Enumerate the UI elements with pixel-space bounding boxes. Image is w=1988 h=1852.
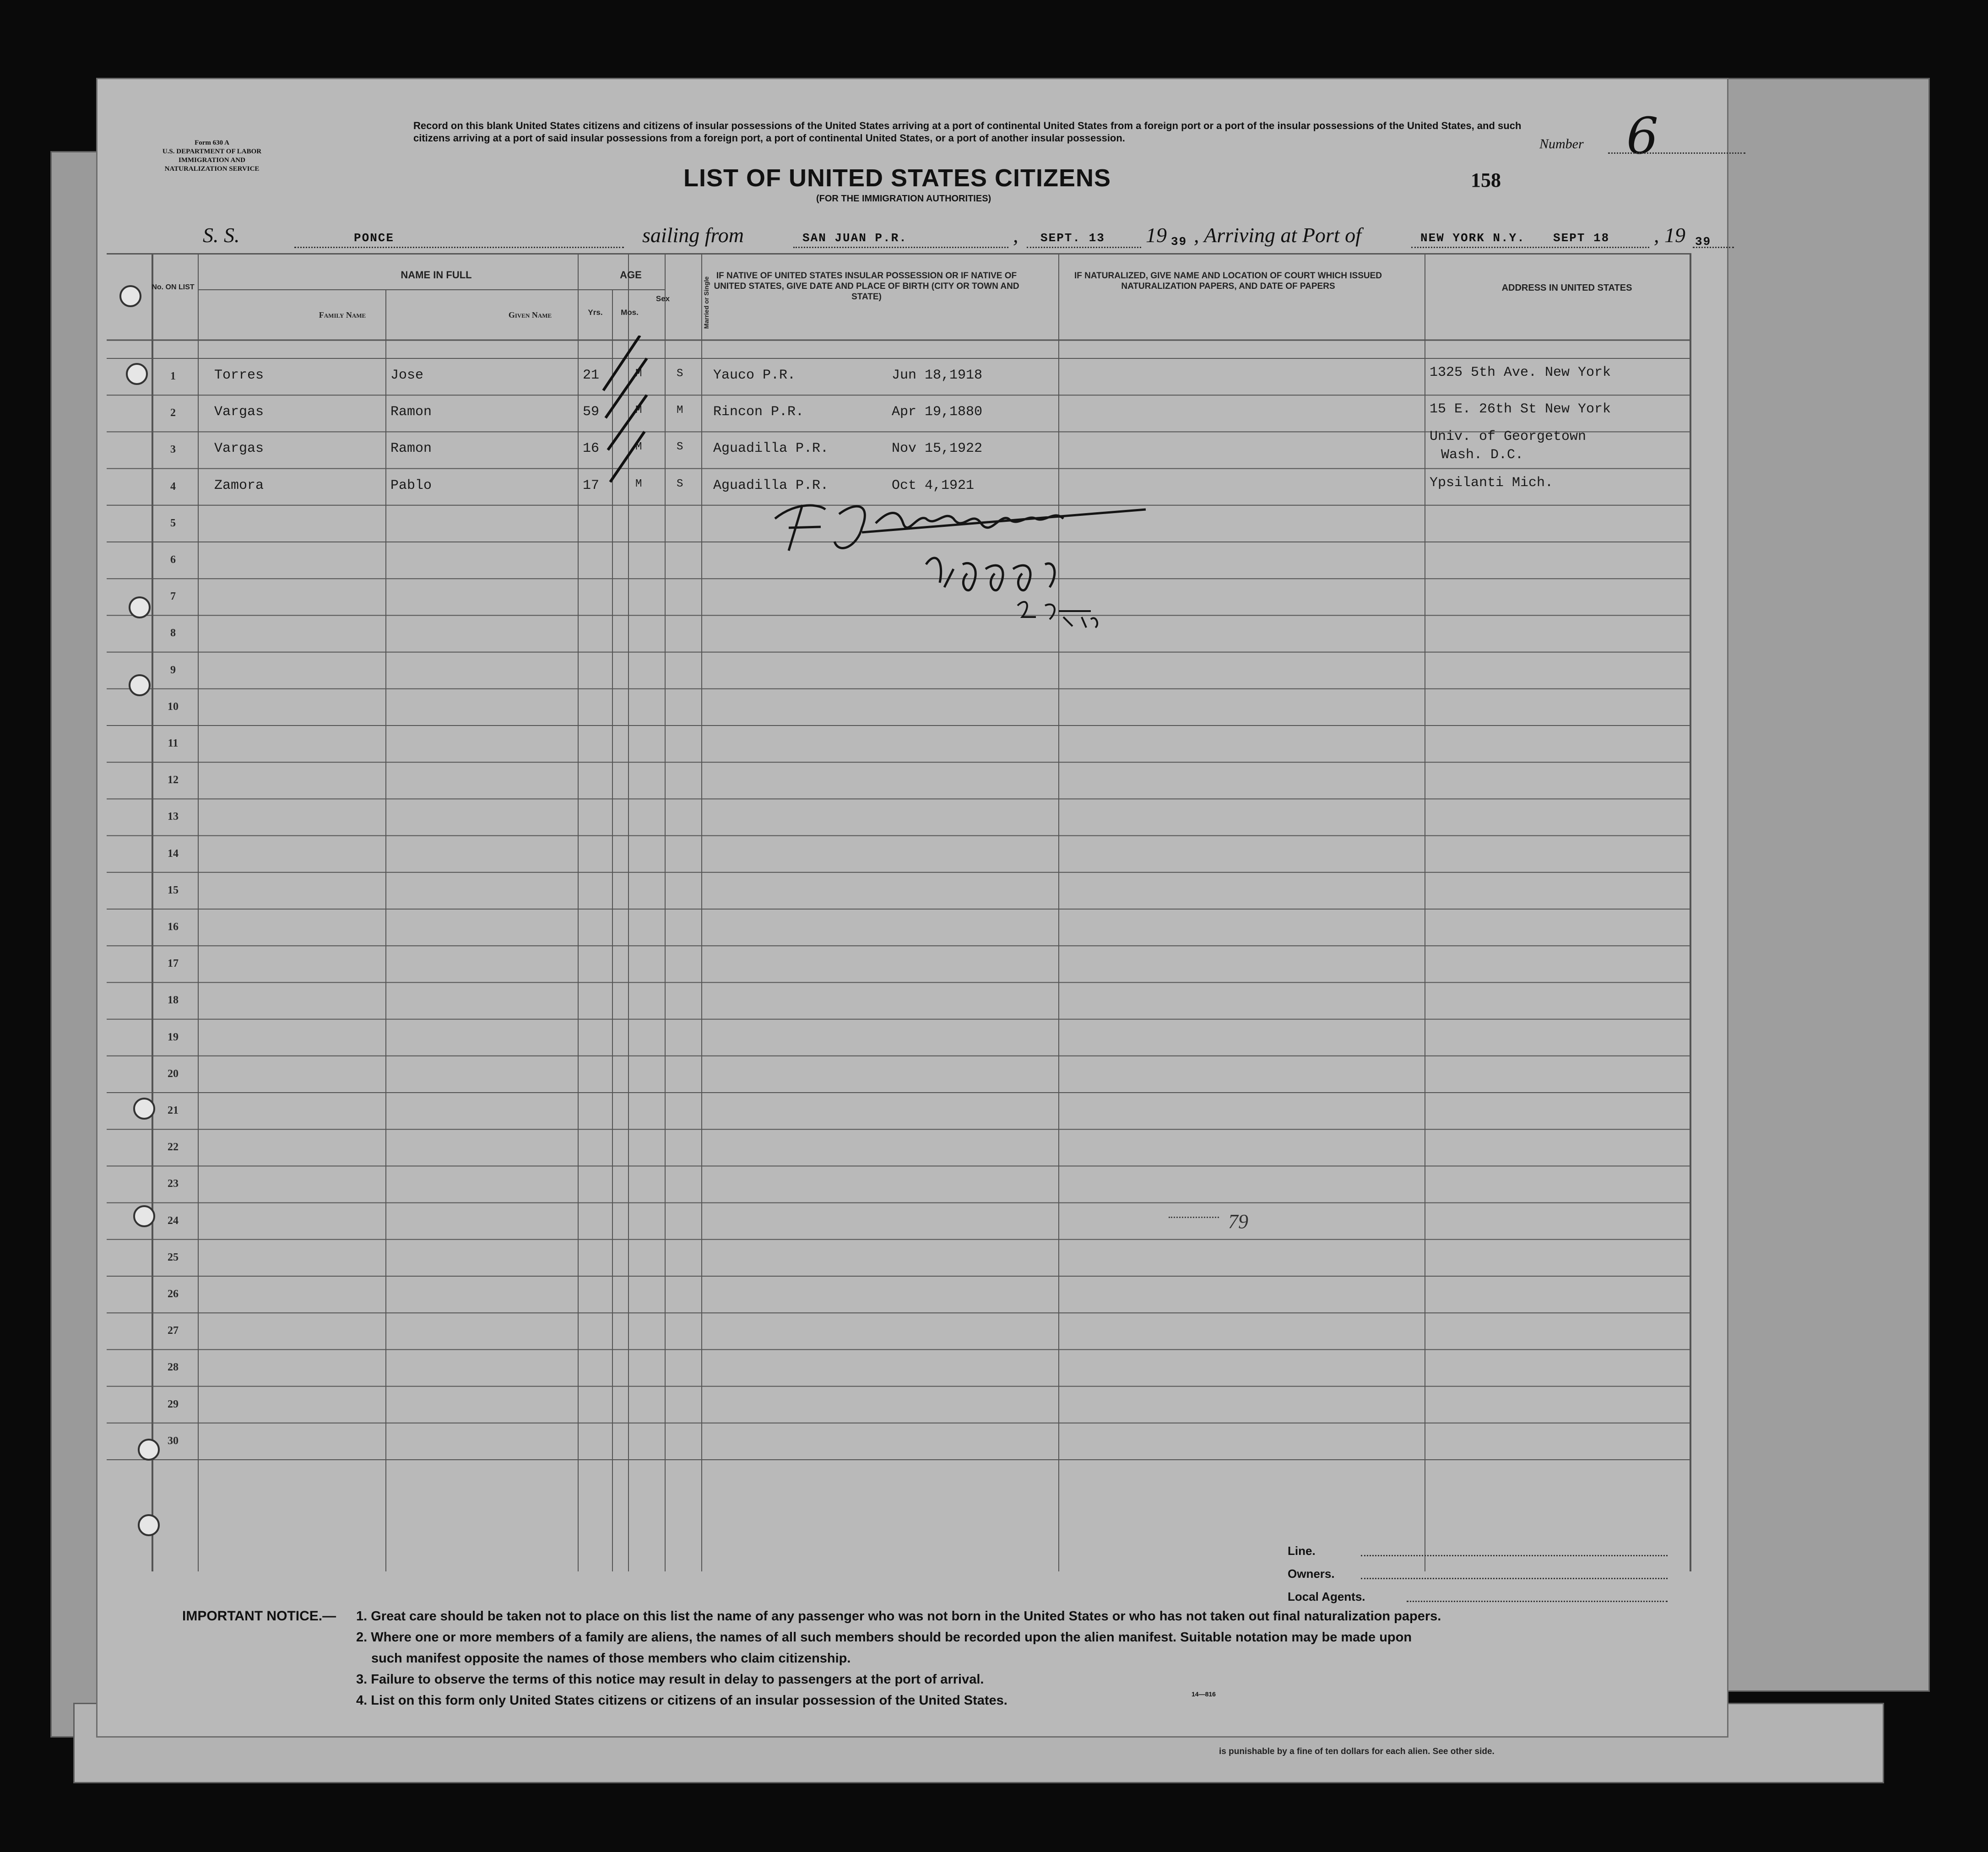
row-number: 23: [168, 1178, 179, 1190]
row-number: 26: [168, 1288, 179, 1300]
passenger-sex: M: [635, 368, 642, 380]
owners-field: [1288, 1567, 1668, 1590]
header-sex: Sex: [655, 294, 670, 303]
passenger-given: Pablo: [390, 477, 432, 493]
row-number: 2: [170, 407, 176, 419]
footer-signature-fields: [1288, 1544, 1668, 1613]
form-subtitle: (FOR THE IMMIGRATION AUTHORITIES): [816, 194, 991, 204]
page-number-stamp: 158: [1471, 169, 1501, 191]
passenger-marital: M: [677, 404, 683, 417]
header-age-years: Yrs.: [588, 308, 603, 317]
comma-separator: ,: [1013, 223, 1018, 247]
owners-field-line: [1361, 1578, 1668, 1579]
stray-pencil-mark: 79: [1228, 1210, 1248, 1233]
check-marks: [596, 336, 651, 491]
row-number: 28: [168, 1361, 179, 1374]
header-family-name: Family Name: [319, 310, 366, 319]
header-address: ADDRESS IN UNITED STATES: [1501, 283, 1632, 293]
passenger-birth-date: Nov 15,1922: [892, 441, 983, 457]
arrival-year-line: [1693, 247, 1734, 248]
local-agents-field-line: [1407, 1601, 1668, 1602]
row-number: 27: [168, 1325, 179, 1337]
passenger-address-line: 15 E. 26th St New York: [1430, 401, 1611, 417]
ship-name-line: [294, 247, 624, 248]
passenger-sex: M: [635, 477, 642, 490]
passenger-address-line: Ypsilanti Mich.: [1430, 475, 1554, 491]
passenger-marital: S: [677, 368, 683, 380]
passenger-marital: S: [677, 477, 683, 490]
row-number: 30: [168, 1435, 179, 1447]
departure-date-line: [1027, 247, 1141, 248]
passenger-birth-place: Aguadilla P.R.: [713, 477, 829, 493]
row-number: 24: [168, 1214, 179, 1227]
arrival-port: NEW YORK N.Y.: [1420, 231, 1525, 245]
passenger-family: Vargas: [214, 441, 264, 457]
header-naturalization: IF NATURALIZED, GIVE NAME AND LOCATION OF COURT WHICH ISSUED NATURALIZATION PAPERS, AND DATE OF PAPERS: [1074, 271, 1382, 291]
row-number: 5: [170, 517, 176, 529]
passenger-given: Jose: [390, 368, 424, 383]
local-agents-label: Local Agents.: [1288, 1590, 1365, 1603]
passenger-birth-date: Oct 4,1921: [892, 477, 975, 493]
row-number: 4: [170, 480, 176, 493]
passenger-family: Zamora: [214, 477, 264, 493]
arrival-year: 39: [1695, 235, 1712, 249]
row-number: 1: [170, 370, 176, 382]
arriving-label: Arriving at Port of: [1204, 223, 1361, 247]
header-given-name: Given Name: [508, 310, 552, 319]
service-name-line1: IMMIGRATION AND: [179, 157, 245, 164]
row-number: 15: [168, 884, 179, 896]
row-number: 16: [168, 921, 179, 933]
line-label: Line.: [1288, 1544, 1316, 1558]
passenger-birth-place: Yauco P.R.: [713, 368, 796, 383]
form-identifier: [139, 139, 285, 173]
notice-item-4: 4. List on this form only United States citizens or citizens of an insular possession of the United States.: [356, 1693, 1008, 1708]
passenger-address-line: Wash. D.C.: [1441, 447, 1524, 463]
manifest-sheet: [96, 78, 1728, 1738]
stray-pencil-dash: [1169, 1217, 1219, 1218]
notice-item-3: 3. Failure to observe the terms of this notice may result in delay to passengers at the port of arrival.: [356, 1672, 984, 1687]
row-number: 17: [168, 958, 179, 970]
voyage-line: [203, 217, 1759, 253]
punch-hole: [138, 1514, 160, 1536]
passenger-address-line: Univ. of Georgetown: [1430, 429, 1587, 445]
passenger-sex: M: [635, 441, 642, 454]
row-number: 22: [168, 1141, 179, 1153]
ss-label: S. S.: [203, 223, 240, 247]
header-married-or-single: Married or Single: [703, 276, 710, 329]
row-number: 25: [168, 1251, 179, 1263]
row-number: 8: [170, 627, 176, 639]
arrival-year-prefix: 19: [1664, 223, 1685, 247]
row-number: 18: [168, 994, 179, 1007]
form-instructions: Record on this blank United States citizens and citizens of insular possessions of the United States arriving at a port of continental United States from a foreign port or a port of the insular possessions of the United States, and such citizens arriving at a port of said insular possessions from a foreign port, a port of continental United States, or a port of another insular possession.: [413, 120, 1522, 144]
row-number: 19: [168, 1031, 179, 1043]
row-number: 14: [168, 847, 179, 860]
arrival-line: [1411, 247, 1649, 248]
row-number: 20: [168, 1067, 179, 1080]
passenger-family: Torres: [214, 368, 264, 383]
line-field-line: [1361, 1555, 1668, 1556]
department-name: U.S. DEPARTMENT OF LABOR: [162, 148, 262, 155]
departure-port-line: [793, 247, 1008, 248]
passenger-marital: S: [677, 441, 683, 454]
departure-year: 39: [1171, 235, 1187, 249]
notice-item-2-continued: such manifest opposite the names of those members who claim citizenship.: [371, 1651, 851, 1666]
number-label: Number: [1539, 136, 1584, 152]
owners-label: Owners.: [1288, 1567, 1335, 1581]
departure-port: SAN JUAN P.R.: [802, 231, 907, 245]
header-place-of-birth: IF NATIVE OF UNITED STATES INSULAR POSSESSION OR IF NATIVE OF UNITED STATES, GIVE DATE AND PLACE OF BIRTH (CITY OR TOWN AND STATE): [714, 271, 1019, 302]
passenger-birth-place: Rincon P.R.: [713, 404, 804, 420]
punch-hole: [138, 1439, 160, 1461]
sailing-from-label: sailing from: [642, 223, 744, 247]
row-number: 12: [168, 774, 179, 786]
row-number: 3: [170, 444, 176, 456]
line-field: [1288, 1544, 1668, 1567]
row-number: 13: [168, 811, 179, 823]
header-no-on-list: No. ON LIST: [152, 283, 195, 291]
form-number: Form 630 A: [195, 139, 229, 146]
list-number-handwritten: 6: [1626, 107, 1658, 165]
number-underline: [1608, 152, 1745, 154]
row-number: 9: [170, 664, 176, 676]
arriving-label-wrap: , Arriving at Port of: [1194, 223, 1361, 247]
notice-item-1: 1. Great care should be taken not to place on this list the name of any passenger who was not born in the United States or who has not taken out final naturalization papers.: [356, 1609, 1441, 1624]
arrival-year-prefix-wrap: , 19: [1654, 223, 1685, 247]
departure-date: SEPT. 13: [1040, 231, 1105, 245]
punch-hole: [133, 1205, 155, 1227]
ship-name: PONCE: [354, 231, 395, 245]
passenger-birth-place: Aguadilla P.R.: [713, 441, 829, 457]
passenger-given: Ramon: [390, 441, 432, 457]
passenger-yrs: 21: [583, 368, 600, 383]
row-number: 21: [168, 1105, 179, 1116]
form-title: LIST OF UNITED STATES CITIZENS: [683, 164, 1111, 192]
service-name-line2: NATURALIZATION SERVICE: [164, 165, 260, 173]
passenger-yrs: 17: [583, 477, 600, 493]
passenger-yrs: 59: [583, 404, 600, 420]
header-age: AGE: [620, 269, 642, 281]
printer-code: 14—816: [1192, 1690, 1216, 1698]
departure-year-prefix: 19: [1146, 223, 1167, 247]
passenger-sex: M: [635, 404, 642, 417]
inspector-signature: [770, 491, 1155, 628]
notice-item-2: 2. Where one or more members of a family are aliens, the names of all such members should be recorded upon the alien manifest. Suitable notation may be made upon: [356, 1630, 1412, 1645]
row-number: 10: [168, 700, 179, 713]
passenger-given: Ramon: [390, 404, 432, 420]
punch-hole: [126, 363, 148, 385]
passenger-address-line: 1325 5th Ave. New York: [1430, 365, 1611, 380]
row-number: 6: [170, 554, 176, 566]
passenger-family: Vargas: [214, 404, 264, 420]
punch-hole: [119, 285, 141, 307]
passenger-yrs: 16: [583, 441, 600, 457]
header-age-months: Mos.: [621, 308, 639, 317]
arrival-date: SEPT 18: [1553, 231, 1610, 245]
punch-hole: [133, 1098, 155, 1120]
passenger-birth-date: Apr 19,1880: [892, 404, 983, 420]
row-number: 11: [168, 737, 179, 749]
punch-hole: [129, 674, 151, 696]
punch-hole: [129, 596, 151, 618]
header-name-in-full: NAME IN FULL: [401, 269, 472, 281]
passenger-birth-date: Jun 18,1918: [892, 368, 983, 383]
row-number: 29: [168, 1398, 179, 1410]
row-number: 7: [170, 590, 176, 603]
underlying-sheet-text: is punishable by a fine of ten dollars for each alien. See other side.: [1219, 1747, 1495, 1756]
notice-heading: IMPORTANT NOTICE.—: [182, 1608, 336, 1624]
